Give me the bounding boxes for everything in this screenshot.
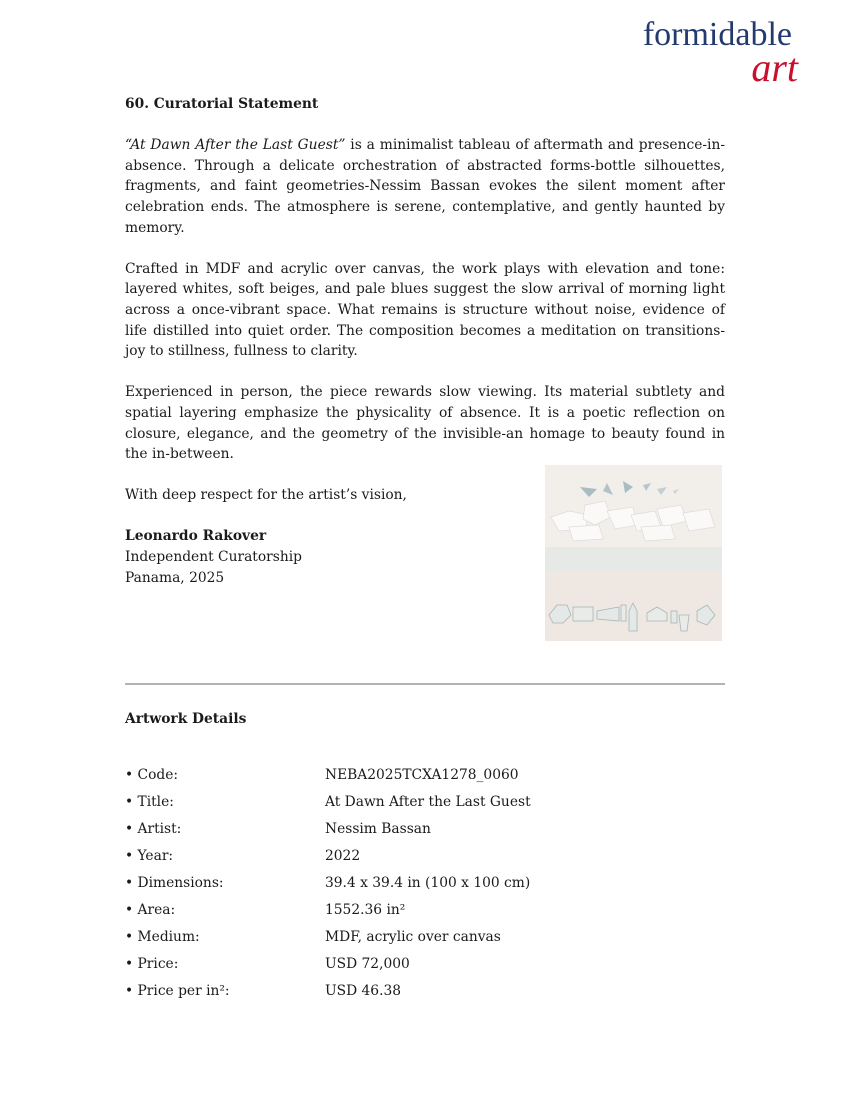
detail-row-dimensions (125, 873, 725, 900)
artwork-details-list (125, 765, 725, 1008)
logo-wordmark-bottom: art (751, 45, 798, 90)
detail-value: 2022 (325, 848, 361, 864)
statement-paragraph-1 (125, 135, 725, 238)
brand-logo (642, 16, 798, 90)
signer-place: Panama, 2025 (125, 569, 225, 586)
detail-label: • Dimensions: (125, 875, 224, 891)
artwork-image (545, 465, 722, 641)
statement-paragraph-3: Experienced in person, the piece rewards slow viewing. Its material subtlety and spatial layering emphasize the physicality of absence. It is a poetic reflection on closure, elegance, and the geometry of the invisible-an homage to beauty found in the in-between. (125, 384, 725, 463)
logo-wordmark-top: formidable (642, 16, 792, 53)
detail-value: MDF, acrylic over canvas (325, 929, 501, 945)
detail-row-price (125, 954, 725, 981)
detail-row-price-per-area (125, 981, 725, 1008)
detail-row-medium (125, 927, 725, 954)
detail-label: • Code: (125, 767, 179, 783)
section-heading: 60. Curatorial Statement (125, 96, 319, 112)
detail-label: • Area: (125, 902, 176, 918)
detail-value: Nessim Bassan (325, 821, 431, 837)
detail-label: • Artist: (125, 821, 182, 837)
detail-label: • Title: (125, 794, 174, 810)
details-title: Artwork Details (125, 711, 247, 727)
detail-value: 39.4 x 39.4 in (100 x 100 cm) (325, 875, 531, 891)
detail-label: • Medium: (125, 929, 200, 945)
detail-value: NEBA2025TCXA1278_0060 (325, 767, 519, 783)
closing-line: With deep respect for the artist’s vision, (125, 487, 407, 504)
detail-label: • Year: (125, 848, 174, 864)
detail-row-code (125, 765, 725, 792)
detail-row-year (125, 846, 725, 873)
detail-label: • Price: (125, 956, 179, 972)
detail-row-artist (125, 819, 725, 846)
section-divider (125, 683, 725, 685)
signer-name: Leonardo Rakover (125, 528, 267, 545)
detail-value: USD 72,000 (325, 956, 410, 972)
detail-value: 1552.36 in² (325, 902, 406, 918)
statement-paragraph-2: Crafted in MDF and acrylic over canvas, the work plays with elevation and tone: layered whites, soft beiges, and pale blues suggest the slow arrival of morning light across a once-vibrant space. What remains is structure without noise, evidence of life distilled into quiet order. The composition becomes a meditation on transitions-joy to stillness, fullness to clarity. (125, 260, 725, 360)
detail-row-title (125, 792, 725, 819)
detail-value: At Dawn After the Last Guest (325, 794, 531, 810)
detail-row-area (125, 900, 725, 927)
detail-label: • Price per in²: (125, 983, 230, 999)
signer-role: Independent Curatorship (125, 549, 302, 566)
detail-value: USD 46.38 (325, 983, 402, 999)
artwork-title-quote: “At Dawn After the Last Guest” (125, 137, 346, 154)
paragraph-1-text: is a minimalist tableau of aftermath and presence-in-absence. Through a delicate orchestration of abstracted forms-bottle silhouettes, fragments, and faint geometries-Nessim Bassan evokes the silent moment after celebration ends. The atmosphere is serene, contemplative, and gently haunted by memory. (125, 137, 725, 236)
